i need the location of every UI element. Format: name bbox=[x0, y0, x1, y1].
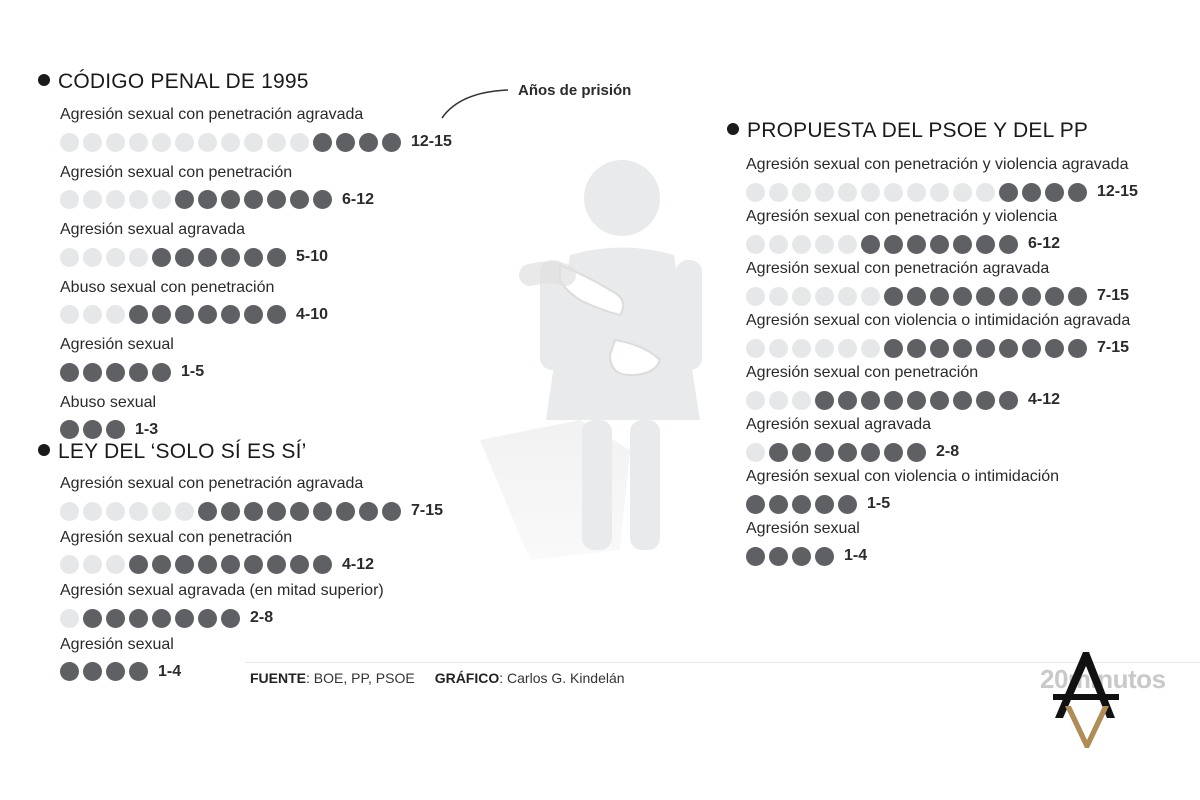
years-range: 7-15 bbox=[411, 502, 444, 519]
year-dot-filled bbox=[769, 547, 788, 566]
years-range: 2-8 bbox=[936, 443, 960, 460]
year-dot-empty bbox=[769, 339, 788, 358]
penalty-row bbox=[60, 634, 181, 682]
years-range: 5-10 bbox=[296, 248, 329, 265]
year-dot-empty bbox=[60, 502, 79, 521]
years-dot-scale bbox=[746, 234, 1060, 254]
year-dot-empty bbox=[769, 183, 788, 202]
year-dot-filled bbox=[221, 248, 240, 267]
year-dot-filled bbox=[884, 443, 903, 462]
year-dot-filled bbox=[884, 339, 903, 358]
year-dot-filled bbox=[244, 555, 263, 574]
year-dot-filled bbox=[60, 363, 79, 382]
year-dot-empty bbox=[83, 248, 102, 267]
year-dot-filled bbox=[221, 305, 240, 324]
year-dot-filled bbox=[930, 339, 949, 358]
year-dot-empty bbox=[60, 133, 79, 152]
offense-label: Agresión sexual con penetración bbox=[60, 163, 293, 181]
years-dot-scale bbox=[60, 555, 374, 575]
year-dot-empty bbox=[83, 190, 102, 209]
year-dot-empty bbox=[792, 183, 811, 202]
year-dot-filled bbox=[884, 391, 903, 410]
year-dot-empty bbox=[746, 339, 765, 358]
year-dot-filled bbox=[1022, 287, 1041, 306]
bullet-icon bbox=[38, 444, 50, 456]
year-dot-filled bbox=[221, 555, 240, 574]
section-heading bbox=[38, 70, 309, 94]
year-dot-empty bbox=[861, 339, 880, 358]
year-dot-empty bbox=[129, 248, 148, 267]
year-dot-filled bbox=[106, 363, 125, 382]
penalty-row bbox=[60, 334, 204, 382]
year-dot-empty bbox=[976, 183, 995, 202]
year-dot-filled bbox=[198, 305, 217, 324]
year-dot-empty bbox=[129, 133, 148, 152]
year-dot-filled bbox=[106, 662, 125, 681]
penalty-row bbox=[60, 580, 384, 628]
year-dot-empty bbox=[838, 339, 857, 358]
year-dot-empty bbox=[83, 305, 102, 324]
year-dot-filled bbox=[792, 547, 811, 566]
year-dot-filled bbox=[221, 609, 240, 628]
penalty-row bbox=[60, 473, 443, 521]
years-range: 4-12 bbox=[1028, 391, 1061, 408]
years-range: 1-5 bbox=[867, 495, 891, 512]
year-dot-filled bbox=[244, 502, 263, 521]
year-dot-empty bbox=[746, 443, 765, 462]
penalty-row bbox=[746, 518, 867, 566]
year-dot-filled bbox=[746, 547, 765, 566]
year-dot-filled bbox=[999, 391, 1018, 410]
year-dot-empty bbox=[152, 133, 171, 152]
years-range: 1-4 bbox=[158, 662, 182, 680]
year-dot-empty bbox=[792, 235, 811, 254]
years-range: 1-3 bbox=[135, 420, 159, 438]
section-heading bbox=[38, 440, 307, 464]
year-dot-filled bbox=[336, 133, 355, 152]
year-dot-empty bbox=[129, 502, 148, 521]
offense-label: Agresión sexual agravada bbox=[60, 221, 246, 238]
year-dot-empty bbox=[106, 248, 125, 267]
year-dot-filled bbox=[999, 235, 1018, 254]
year-dot-empty bbox=[60, 609, 79, 628]
year-dot-filled bbox=[221, 190, 240, 209]
year-dot-filled bbox=[83, 662, 102, 681]
monogram-logo-icon bbox=[1045, 648, 1125, 750]
year-dot-empty bbox=[769, 391, 788, 410]
year-dot-filled bbox=[838, 391, 857, 410]
year-dot-empty bbox=[106, 305, 125, 324]
year-dot-filled bbox=[999, 287, 1018, 306]
section-title: PROPUESTA DEL PSOE Y DEL PP bbox=[747, 119, 1089, 142]
year-dot-filled bbox=[152, 248, 171, 267]
year-dot-filled bbox=[290, 555, 309, 574]
year-dot-filled bbox=[976, 235, 995, 254]
year-dot-filled bbox=[769, 443, 788, 462]
year-dot-filled bbox=[953, 339, 972, 358]
years-range: 1-5 bbox=[181, 363, 205, 380]
year-dot-empty bbox=[244, 133, 263, 152]
year-dot-empty bbox=[815, 183, 834, 202]
year-dot-empty bbox=[815, 339, 834, 358]
year-dot-filled bbox=[152, 555, 171, 574]
year-dot-empty bbox=[769, 287, 788, 306]
year-dot-filled bbox=[382, 133, 401, 152]
years-dot-scale bbox=[60, 132, 452, 152]
year-dot-filled bbox=[861, 391, 880, 410]
years-dot-scale bbox=[746, 442, 959, 462]
year-dot-filled bbox=[129, 662, 148, 681]
year-dot-empty bbox=[106, 555, 125, 574]
year-dot-filled bbox=[290, 502, 309, 521]
year-dot-filled bbox=[267, 190, 286, 209]
year-dot-empty bbox=[953, 183, 972, 202]
year-dot-empty bbox=[769, 235, 788, 254]
years-range: 1-4 bbox=[844, 547, 868, 564]
year-dot-filled bbox=[244, 190, 263, 209]
year-dot-filled bbox=[267, 248, 286, 267]
year-dot-filled bbox=[313, 133, 332, 152]
year-dot-filled bbox=[359, 133, 378, 152]
penalty-row bbox=[746, 362, 1060, 410]
year-dot-filled bbox=[129, 305, 148, 324]
year-dot-filled bbox=[1022, 183, 1041, 202]
bullet-icon bbox=[38, 74, 50, 86]
year-dot-filled bbox=[884, 235, 903, 254]
year-dot-filled bbox=[838, 495, 857, 514]
year-dot-filled bbox=[1068, 339, 1087, 358]
year-dot-empty bbox=[907, 183, 926, 202]
year-dot-empty bbox=[60, 555, 79, 574]
year-dot-empty bbox=[838, 183, 857, 202]
years-range: 2-8 bbox=[250, 609, 274, 626]
penalty-row bbox=[746, 154, 1138, 202]
year-dot-filled bbox=[930, 391, 949, 410]
years-range: 12-15 bbox=[1097, 183, 1138, 200]
year-dot-filled bbox=[175, 190, 194, 209]
year-dot-empty bbox=[792, 339, 811, 358]
penalty-row bbox=[746, 206, 1060, 254]
penalty-row bbox=[60, 219, 328, 267]
year-dot-empty bbox=[221, 133, 240, 152]
years-dot-scale bbox=[746, 182, 1138, 202]
source-key: FUENTE bbox=[250, 670, 306, 686]
year-dot-empty bbox=[175, 502, 194, 521]
years-dot-scale bbox=[60, 247, 328, 267]
year-dot-filled bbox=[359, 502, 378, 521]
year-dot-filled bbox=[769, 495, 788, 514]
years-range: 4-10 bbox=[296, 305, 329, 323]
year-dot-filled bbox=[60, 420, 79, 439]
year-dot-filled bbox=[815, 495, 834, 514]
years-dot-scale bbox=[60, 305, 328, 325]
year-dot-empty bbox=[152, 190, 171, 209]
year-dot-filled bbox=[976, 287, 995, 306]
years-dot-scale bbox=[746, 390, 1060, 410]
year-dot-filled bbox=[907, 391, 926, 410]
year-dot-filled bbox=[930, 235, 949, 254]
year-dot-filled bbox=[336, 502, 355, 521]
years-range: 7-15 bbox=[1097, 339, 1130, 356]
year-dot-filled bbox=[267, 555, 286, 574]
year-dot-filled bbox=[861, 235, 880, 254]
section-title: CÓDIGO PENAL DE 1995 bbox=[58, 70, 309, 93]
year-dot-empty bbox=[861, 287, 880, 306]
year-dot-filled bbox=[221, 502, 240, 521]
year-dot-filled bbox=[861, 443, 880, 462]
year-dot-filled bbox=[976, 339, 995, 358]
year-dot-empty bbox=[792, 391, 811, 410]
penalty-row bbox=[60, 392, 158, 440]
year-dot-filled bbox=[1045, 287, 1064, 306]
year-dot-filled bbox=[815, 443, 834, 462]
offense-label: Agresión sexual con penetración agravada bbox=[746, 260, 1050, 277]
year-dot-filled bbox=[129, 609, 148, 628]
years-range: 7-15 bbox=[1097, 287, 1130, 304]
year-dot-empty bbox=[60, 305, 79, 324]
year-dot-filled bbox=[152, 305, 171, 324]
year-dot-filled bbox=[313, 555, 332, 574]
offense-label: Agresión sexual agravada (en mitad superior) bbox=[60, 582, 384, 599]
year-dot-filled bbox=[907, 287, 926, 306]
year-dot-filled bbox=[1045, 183, 1064, 202]
years-dot-scale bbox=[60, 608, 384, 628]
year-dot-filled bbox=[999, 183, 1018, 202]
year-dot-filled bbox=[106, 420, 125, 439]
year-dot-empty bbox=[106, 133, 125, 152]
year-dot-filled bbox=[907, 443, 926, 462]
year-dot-filled bbox=[175, 609, 194, 628]
callout-label: Años de prisión bbox=[518, 82, 632, 99]
years-dot-scale bbox=[746, 286, 1129, 306]
year-dot-empty bbox=[83, 133, 102, 152]
year-dot-filled bbox=[267, 305, 286, 324]
year-dot-filled bbox=[198, 190, 217, 209]
year-dot-empty bbox=[60, 190, 79, 209]
year-dot-filled bbox=[175, 555, 194, 574]
year-dot-filled bbox=[792, 495, 811, 514]
penalty-row bbox=[746, 310, 1130, 358]
year-dot-filled bbox=[198, 555, 217, 574]
offense-label: Agresión sexual con penetración y violencia bbox=[746, 208, 1058, 225]
year-dot-empty bbox=[198, 133, 217, 152]
offense-label: Agresión sexual bbox=[746, 520, 860, 537]
year-dot-filled bbox=[999, 339, 1018, 358]
bullet-icon bbox=[727, 123, 739, 135]
years-dot-scale bbox=[60, 662, 181, 682]
offense-label: Agresión sexual con penetración agravada bbox=[60, 475, 364, 492]
year-dot-empty bbox=[175, 133, 194, 152]
penalty-row bbox=[60, 162, 374, 210]
year-dot-empty bbox=[884, 183, 903, 202]
years-range: 6-12 bbox=[1028, 235, 1061, 252]
year-dot-filled bbox=[60, 662, 79, 681]
penalty-row bbox=[746, 258, 1129, 306]
years-dot-scale bbox=[746, 494, 1059, 514]
brand-wordmark: 20minutos bbox=[1040, 664, 1166, 694]
year-dot-filled bbox=[175, 305, 194, 324]
year-dot-filled bbox=[792, 443, 811, 462]
offense-label: Agresión sexual con penetración bbox=[60, 528, 293, 546]
offense-label: Agresión sexual bbox=[60, 336, 174, 353]
year-dot-empty bbox=[129, 190, 148, 209]
years-dot-scale bbox=[60, 362, 204, 382]
year-dot-empty bbox=[106, 190, 125, 209]
years-dot-scale bbox=[60, 501, 443, 521]
years-range: 12-15 bbox=[411, 133, 452, 150]
year-dot-filled bbox=[953, 287, 972, 306]
offense-label: Abuso sexual bbox=[60, 393, 157, 411]
year-dot-empty bbox=[746, 183, 765, 202]
year-dot-filled bbox=[930, 287, 949, 306]
years-dot-scale bbox=[746, 546, 867, 566]
source-value: : BOE, PP, PSOE bbox=[306, 670, 415, 686]
year-dot-empty bbox=[792, 287, 811, 306]
offense-label: Agresión sexual con violencia o intimidación bbox=[746, 468, 1060, 485]
year-dot-filled bbox=[313, 190, 332, 209]
offense-label: Agresión sexual bbox=[60, 635, 174, 653]
offense-label: Abuso sexual con penetración bbox=[60, 278, 275, 296]
graphic-key: GRÁFICO bbox=[434, 670, 500, 686]
year-dot-filled bbox=[152, 363, 171, 382]
year-dot-empty bbox=[930, 183, 949, 202]
year-dot-filled bbox=[152, 609, 171, 628]
offense-label: Agresión sexual con violencia o intimidación agravada bbox=[746, 312, 1131, 329]
footer bbox=[250, 670, 625, 686]
year-dot-filled bbox=[884, 287, 903, 306]
year-dot-filled bbox=[953, 391, 972, 410]
offense-label: Agresión sexual agravada bbox=[746, 416, 932, 433]
penalty-row bbox=[60, 527, 374, 575]
year-dot-filled bbox=[244, 305, 263, 324]
year-dot-empty bbox=[106, 502, 125, 521]
year-dot-filled bbox=[267, 502, 286, 521]
year-dot-filled bbox=[907, 235, 926, 254]
years-range: 6-12 bbox=[342, 190, 375, 208]
year-dot-filled bbox=[313, 502, 332, 521]
year-dot-filled bbox=[976, 391, 995, 410]
year-dot-filled bbox=[907, 339, 926, 358]
graphic-value: : Carlos G. Kindelán bbox=[499, 670, 625, 686]
year-dot-filled bbox=[382, 502, 401, 521]
years-range: 4-12 bbox=[342, 555, 375, 573]
penalty-row bbox=[746, 414, 959, 462]
year-dot-empty bbox=[290, 133, 309, 152]
year-dot-filled bbox=[1068, 183, 1087, 202]
year-dot-filled bbox=[83, 363, 102, 382]
year-dot-empty bbox=[152, 502, 171, 521]
year-dot-filled bbox=[129, 555, 148, 574]
section-title: LEY DEL ‘SOLO SÍ ES SÍ’ bbox=[58, 440, 307, 463]
year-dot-empty bbox=[838, 287, 857, 306]
years-dot-scale bbox=[60, 190, 374, 210]
year-dot-empty bbox=[815, 235, 834, 254]
year-dot-empty bbox=[746, 287, 765, 306]
penalty-row bbox=[60, 104, 452, 152]
year-dot-empty bbox=[60, 248, 79, 267]
year-dot-filled bbox=[244, 248, 263, 267]
year-dot-filled bbox=[129, 363, 148, 382]
year-dot-empty bbox=[83, 502, 102, 521]
penalty-row bbox=[60, 277, 328, 325]
years-dot-scale bbox=[746, 338, 1130, 358]
offense-label: Agresión sexual con penetración y violencia agravada bbox=[746, 156, 1129, 173]
year-dot-filled bbox=[1022, 339, 1041, 358]
year-dot-filled bbox=[290, 190, 309, 209]
year-dot-filled bbox=[106, 609, 125, 628]
year-dot-filled bbox=[815, 547, 834, 566]
year-dot-filled bbox=[1068, 287, 1087, 306]
years-dot-scale bbox=[60, 420, 158, 440]
year-dot-empty bbox=[838, 235, 857, 254]
offense-label: Agresión sexual con penetración bbox=[746, 364, 979, 381]
year-dot-filled bbox=[953, 235, 972, 254]
year-dot-filled bbox=[198, 609, 217, 628]
year-dot-filled bbox=[83, 420, 102, 439]
year-dot-filled bbox=[815, 391, 834, 410]
section-heading bbox=[727, 119, 1088, 143]
year-dot-empty bbox=[815, 287, 834, 306]
year-dot-filled bbox=[198, 502, 217, 521]
year-dot-filled bbox=[175, 248, 194, 267]
year-dot-empty bbox=[746, 391, 765, 410]
year-dot-filled bbox=[198, 248, 217, 267]
year-dot-filled bbox=[83, 609, 102, 628]
year-dot-empty bbox=[267, 133, 286, 152]
year-dot-filled bbox=[838, 443, 857, 462]
offense-label: Agresión sexual con penetración agravada bbox=[60, 106, 364, 123]
year-dot-empty bbox=[746, 235, 765, 254]
year-dot-empty bbox=[861, 183, 880, 202]
year-dot-filled bbox=[746, 495, 765, 514]
penalty-row bbox=[746, 466, 1059, 514]
year-dot-empty bbox=[83, 555, 102, 574]
year-dot-filled bbox=[1045, 339, 1064, 358]
